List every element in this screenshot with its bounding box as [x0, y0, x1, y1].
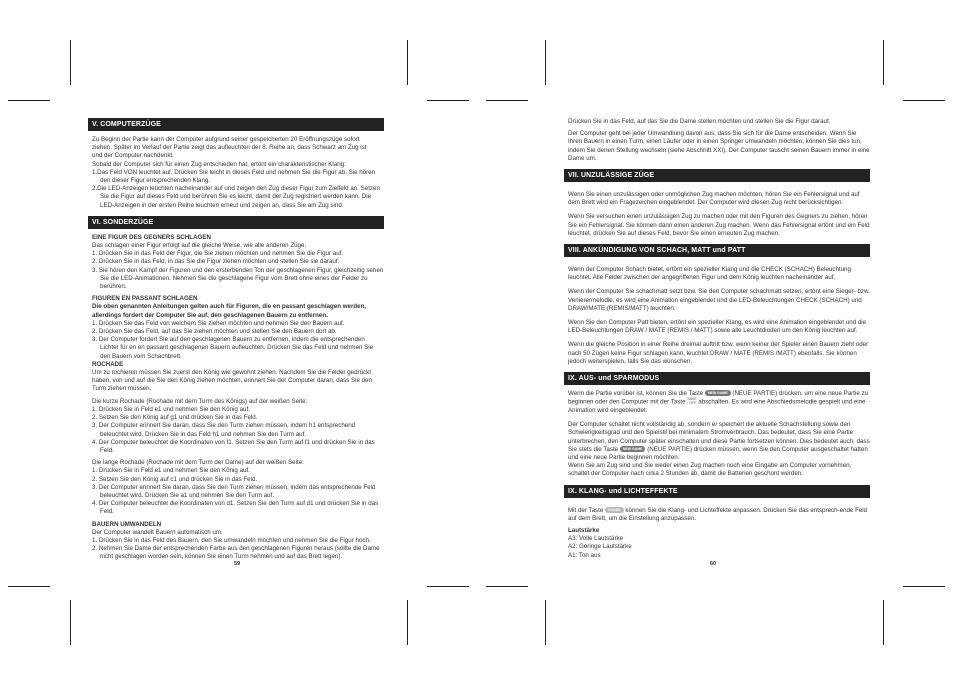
crop-mark: [903, 100, 945, 101]
text-line: Sobald der Computer sich für einen Zug entschieden hat, ertönt ein charakteristischer Klang:: [92, 160, 346, 168]
crop-mark: [903, 586, 945, 587]
section-ankuendigung-body: [564, 262, 870, 366]
section-sonderzuege-header: VI. SONDERZÜGE: [88, 216, 384, 229]
new-game-key-icon: NEW GAME: [620, 446, 646, 452]
text-fragment: (NEUE PARTIE) drücken müssen, wenn Sie den Computer ausgeschaltet hatten und eine neue Partie beginnen möchten.: [568, 445, 868, 461]
list-item: 2. Nehmen Sie Dame der entsprechenden Farbe aus den geschlagenen Figuren heraus (sollte die Dame nicht geschlagen worden sein, können Sie einen Turm nehmen und auf das Brett legen).: [92, 545, 380, 561]
crop-mark: [486, 586, 528, 587]
left-page: [88, 118, 384, 562]
subheading: Lautstärke: [568, 526, 600, 534]
paragraph: [568, 507, 870, 523]
paragraph: Um zu rochieren müssen Sie zuerst den König wie gewohnt ziehen. Nachdem Sie die Felder gedrückt haben, von und auf die Sie den König ziehen möchten, erinnert Sie der Computer daran, dass Sie den Turm ziehen müssen.: [92, 369, 372, 393]
section-computerzuege-body: [88, 136, 384, 210]
list-item: A3: Volle Lautstärke: [568, 535, 624, 543]
subheading: BAUERN UMWANDELN: [92, 520, 162, 528]
list-item: A2: Geringe Lautstärke: [568, 543, 632, 551]
text-line: und der Computer nachdenkt.: [92, 152, 174, 160]
list-item: 1. Drücken Sie in das Feld der Figur, die Sie ziehen möchten und nehmen Sie die Figur auf.: [92, 250, 344, 258]
section-klang-licht-body: [564, 503, 870, 560]
crop-mark: [545, 40, 546, 85]
crop-mark: [486, 100, 528, 101]
paragraph: Das schlagen einer Figur erfolgt auf die gleiche Weise, wie alle anderen Züge.: [92, 242, 307, 250]
paragraph: Die lange Rochade (Rochade mit dem Turm der Dame) auf der weißen Seite:: [92, 459, 304, 467]
paragraph: [568, 421, 870, 462]
crop-mark: [70, 600, 71, 645]
list-item: 2.Die LED-Anzeigen leuchten nacheinander auf und zeigen den Zug dieser Figur zum Zielfeld an. Setzen Sie die Figur auf dieses Feld und berühren Sie es leicht, damit der Zug registriert werden kann. Die LED-Anzeigen in der ersten Reihe leuchten erneut und zeigen an, dass Sie am Zug sind.: [92, 185, 380, 209]
list-item: 2. Drücken Sie das Feld, auf das Sie ziehen möchten und stellen Sie den Bauern dort ab.: [92, 328, 337, 336]
list-item: 3. Der Computer erinnert Sie daran, dass Sie den Turm ziehen müssen, indem h1 entsprechend beleuchtet wird. Drücken Sie in das Feld h1 und nehmen Sie den Turm auf.: [92, 422, 356, 438]
list-item: 1.Das Feld VON leuchtet auf. Drücken Sie leicht in dieses Feld und nehmen Sie die Figur ab. Sie hören den dieser Figur entsprechenden Klang.: [92, 168, 376, 185]
subheading: EINE FIGUR DES GEGNERS SCHLAGEN: [92, 233, 211, 241]
text-line: ziehen. Später im Verlauf der Partie zeigt das aufleuchten der 8. Reihe an, dass Schwarz am Zug ist: [92, 144, 367, 152]
paragraph: Wenn Sie den Computer Patt bieten, ertönt ein spezieller Klang, es wird eine Animation eingeblendet und die LED-Beleuchtungen DRAW / MATE (REMIS / MATT) sowie alle Leuchtdioden um den König leuchten auf.: [568, 319, 867, 335]
paragraph: Der Computer wandelt Bauern automatisch um.: [92, 528, 223, 536]
list-item: A1: Ton aus: [568, 551, 601, 559]
section-unzulaessige-zuege-body: [564, 187, 870, 238]
section-aus-sparmodus-body: [564, 390, 870, 478]
text-fragment: Wenn die Partie vorüber ist, können Sie die Taste: [568, 390, 704, 398]
text-fragment: können Sie die Klang- und Lichteffekte anpassen. Drücken Sie das entsprech-ende Feld auf dem Brett, um die Einstellung anzupassen.: [568, 506, 868, 522]
paragraph: Wenn der Computer Schach bietet, ertönt ein spezieller Klang und die CHECK (SCHACH) Beleuchtung leuchtet. Alle Felder zwischen der angegriffenen Figur und dem König leuchten nacheinander auf.: [568, 266, 851, 282]
list-item: 3. Der Computer erinnert Sie daran, dass Sie den Turm ziehen müssen, indem das entsprechende Feld beleuchtet wird. Drücken Sie a1 und nehmen Sie den Turm auf.: [92, 483, 376, 499]
crop-mark: [883, 600, 884, 645]
crop-mark: [545, 600, 546, 645]
section-klang-licht-header: IX. KLANG- und LICHTEFFEKTE: [564, 485, 870, 498]
text-fragment: Mit der Taste: [568, 506, 604, 514]
list-item: 3. Sie hören den Kampf der Figuren und den ersterbenden Ton der geschlagenen Figur, gleichzeitig sehen Sie die LED-Animationen. Nehmen Sie die geschlagene Figur vom Brett ohne eines der Felder zu berühren.: [92, 266, 384, 291]
text-fragment: abschalten. Es wird eine Abschiedsmelodie gespielt und eine Animation wird eingeblendet.: [568, 398, 866, 414]
crop-mark: [8, 586, 50, 587]
list-item: 2. Drücken Sie in das Feld, in das Sie die Figur ziehen möchten und stellen Sie sie darauf.: [92, 258, 340, 266]
text-fragment: Der Computer schaltet nicht vollständig ab, sondern er speichert die aktuelle Schachstellung sowie den Schwierigkeitsgrad und den Spielstil bei minimalem Stromverbrauch. Das bedeutet, dass Sie eine Partie unterbrechen, den Computer später einschalten und diese Partie fortsetzen können. Dies bedeutet auch, dass Sie stets die Taste: [568, 421, 870, 453]
paragraph: Drücken Sie in das Feld, auf das Sie die Dame stellen möchten und stellen Sie die Figur darauf.: [568, 118, 831, 125]
crop-mark: [407, 600, 408, 645]
crop-mark: [427, 100, 469, 101]
save-off-key-icon: SAVE / OFF: [687, 397, 697, 406]
paragraph: [568, 390, 870, 415]
crop-mark: [8, 100, 50, 101]
crop-mark: [883, 40, 884, 85]
list-item: 1. Drücken Sie in Feld e1 und nehmen Sie den König auf.: [92, 405, 250, 413]
crop-mark: [407, 40, 408, 85]
page-number: 60: [710, 561, 717, 567]
list-item: 1. Drücken Sie in Feld e1 und nehmen Sie den König auf.: [92, 467, 250, 475]
page-number: 59: [234, 561, 241, 567]
list-item: 3. Der Computer fordert Sie auf den geschlagenen Bauern zu entfernen, indem die entsprechenden Lichter für en en passant geschlagenen Bauern aufleuchten. Drücken Sie das Feld und nehmen Sie den Bauern vom Schachbrett.: [92, 336, 374, 360]
section-unzulaessige-zuege-header: VII. UNZULÄSSIGE ZÜGE: [564, 169, 870, 182]
paragraph: Die oben genannten Anleitungen gelten auch für Figuren, die en passant geschlagen werden, allerdings fordert der Computer Sie auf, den geschlagenen Bauern zu entfernen.: [92, 303, 367, 319]
paragraph: Wenn der Computer Sie schachmatt setzt bzw. Sie den Computer schachmatt setzen, ertönt eine Sieger- bzw. Verlierermelodie, es wird eine Animation eingeblendet und die LED-Beleuchtungen CHECK (SCHACH) und DRAW/MATE (REMIS/MATT) leuchten.: [568, 288, 870, 312]
intro-text: [564, 118, 870, 163]
section-aus-sparmodus-header: IX. AUS- und SPARMODUS: [564, 372, 870, 385]
paragraph: Wenn die gleiche Position in einer Reihe dreimal auftritt bzw. wenn keiner der Spieler einen Bauern zieht oder nach 50 Zügen keine Figur schlagen kann, leuchtet DRAW / MATE (REMIS /MATT) ebenfalls. Sie können jedoch weiterspielen, falls Sie das wünschen.: [568, 341, 869, 365]
list-item: 4. Der Computer beleuchtet die Koordinaten von f1. Setzen Sie den Turm auf f1 und drücken Sie in das Feld.: [92, 438, 375, 454]
paragraph: Der Computer geht bei jeder Umwandlung davon aus, dass Sie sich für die Dame entscheiden. Wenn Sie Ihren Bauern in einen Turm, einen Läufer oder in einen Springer umwandeln möchten, können Sie dies tun, indem Sie denen Stellung wechseln (siehe Abschnitt XXI). Der Computer tauscht seinen Bauern immer in eine Dame um.: [568, 130, 870, 162]
section-sonderzuege-body: [88, 234, 384, 562]
text-fragment: (NEUE PARTIE) drücken, um eine neue Partie zu beginnen oder den Computer mit der Taste: [568, 390, 869, 406]
subheading: ROCHADE: [92, 360, 124, 368]
section-computerzuege-header: V. COMPUTERZÜGE: [88, 118, 384, 131]
paragraph: Wenn Sie versuchen einen unzulässigen Zug zu machen oder mit den Figuren des Gegners zu ziehen, hören Sie ein Fehlersignal. Sie können dann einen anderen Zug machen. Wenn das Fehlersignal ertönt und ein Feld leuchtet, drücken Sie auf dieses Feld, bevor Sie einen erneuten Zug machen.: [568, 213, 870, 237]
paragraph: Wenn Sie am Zug sind und Sie weder einen Zug machen noch eine Eingabe am Computer vornehmen, schaltet der Computer nach cirka 2 Stunden ab, damit die Batterien geschont werden.: [568, 462, 852, 478]
list-item: 1. Drücken Sie in das Feld des Bauern, den Sie umwandeln möchten und nehmen Sie die Figur hoch.: [92, 536, 371, 544]
text-line: Zu Beginn der Partie kann der Computer aufgrund seiner gespeicherten 20 Eröffnungszüge sofort: [92, 136, 360, 143]
right-page: [564, 118, 870, 560]
paragraph: Die kurze Rochade (Rochade mit dem Turm des Königs) auf der weißen Seite:: [92, 397, 308, 405]
list-item: 4. Der Computer beleuchtet die Koordinaten von d1. Setzen Sie den Turm auf d1 und drücken Sie in das Feld.: [92, 500, 379, 516]
subheading: FIGUREN EN PASSANT SCHLAGEN: [92, 295, 198, 303]
crop-mark: [70, 40, 71, 85]
list-item: 2. Setzen Sie den König auf g1 und drücken Sie in das Feld.: [92, 414, 258, 422]
crop-mark: [427, 586, 469, 587]
list-item: 2. Setzen Sie den König auf c1 und drücken Sie in das Feld.: [92, 475, 258, 483]
paragraph: Wenn Sie einen unzulässigen oder unmöglichen Zug machen möchten, hören Sie ein Fehlersignal und auf dem Brett wird ein Fragezeichen eingeblendet. Der Computer wird diesen Zug nicht berücksichtigen.: [568, 191, 860, 207]
list-item: 1. Drücken Sie das Feld von welchem Sie ziehen möchten und nehmen Sie den Bauern auf.: [92, 319, 345, 327]
sound-key-icon: SOUND: [605, 507, 624, 513]
section-ankuendigung-header: VIII. ANKÜNDIGUNG VON SCHACH, MATT und PATT: [564, 244, 870, 257]
new-game-key-icon: NEW GAME: [705, 390, 731, 396]
